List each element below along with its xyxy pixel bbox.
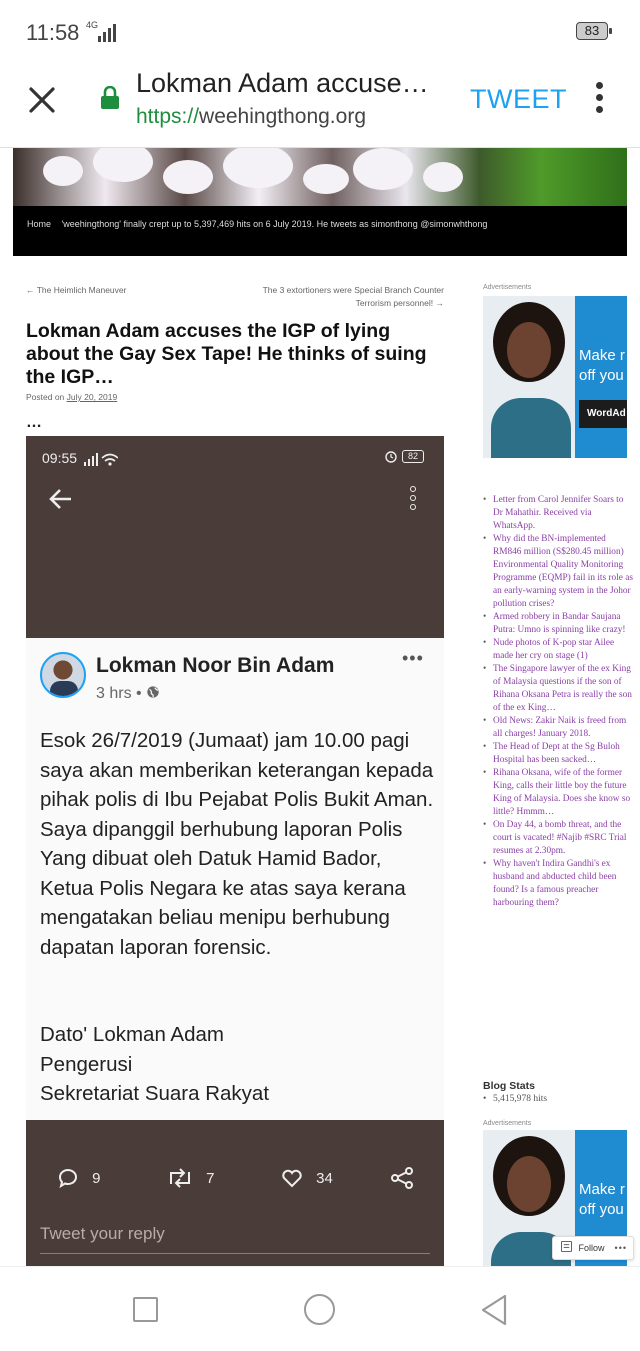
hits-ticker: 'weehingthong' finally crept up to 5,397,469 hits on 6 July 2019. He tweets as simonthong @simonwhthong: [61, 219, 488, 229]
ad-text: Make r off you: [579, 347, 625, 384]
post-date-link[interactable]: July 20, 2019: [66, 392, 118, 402]
posted-on: [26, 392, 117, 402]
home-icon[interactable]: [304, 1294, 335, 1325]
retweet-icon: [166, 1166, 194, 1190]
recents-icon[interactable]: [133, 1297, 158, 1322]
follow-label: Follow: [578, 1243, 605, 1253]
network-type: 4G: [86, 20, 99, 30]
tweet-more-icon: •••: [402, 648, 424, 668]
header-nav: [27, 212, 587, 236]
share-icon: [390, 1166, 414, 1190]
android-nav-bar: [0, 1266, 640, 1351]
embed-signal-wifi-icon: [84, 452, 118, 466]
reply-icon: [56, 1166, 80, 1190]
status-time: 11:58: [26, 20, 80, 45]
embed-reply-input: Tweet your reply: [40, 1224, 430, 1254]
list-item[interactable]: • Nude photos of K-pop star Ailee made her cry on stage (1): [483, 637, 633, 663]
list-item[interactable]: • Why did the BN-implemented RM846 million (S$280.45 million) Environmental Quality Monitoring Programme (EQMP) fail in its role as an early-warning system in the Johor pollution crises?: [483, 533, 633, 611]
embed-back-arrow-icon: [48, 486, 74, 512]
signal-icon: [98, 24, 118, 42]
like-count: 34: [316, 1169, 333, 1187]
list-item[interactable]: • Armed robbery in Bandar Saujana Putra: Umno is spinning like crazy!: [483, 611, 633, 637]
ad-brand: WordAd: [579, 400, 627, 428]
globe-icon: [146, 685, 160, 699]
posted-on-prefix: Posted on: [26, 392, 67, 402]
browser-toolbar: [0, 64, 640, 148]
follow-more-icon[interactable]: •••: [614, 1243, 627, 1253]
battery-icon: [576, 22, 608, 40]
recent-posts-list: [483, 494, 633, 910]
embed-battery-level: 82: [407, 451, 418, 461]
embed-status-time: 09:55: [42, 450, 78, 466]
url-host: weehingthong.org: [199, 105, 366, 128]
retweet-count: 7: [206, 1169, 215, 1187]
list-item[interactable]: • Old News: Zakir Naik is freed from all charges! January 2018.: [483, 715, 633, 741]
heart-icon: [280, 1166, 304, 1190]
site-header: [13, 148, 627, 256]
embed-alarm-icon: [384, 449, 398, 463]
share-action: [390, 1166, 414, 1192]
list-item[interactable]: • Rihana Oksana, wife of the former King, calls their little boy the future King of Malaysia. Does she know so little? Hmmm…: [483, 767, 633, 819]
tweet-author: Lokman Noor Bin Adam: [96, 654, 335, 677]
close-icon[interactable]: [24, 82, 60, 118]
battery-level: 83: [584, 23, 600, 38]
embed-more-icon: [408, 486, 418, 514]
advertisement[interactable]: [483, 296, 627, 458]
tweet-time: [96, 685, 160, 703]
url-scheme: https://: [136, 105, 200, 128]
blog-stats-title: Blog Stats: [483, 1080, 535, 1092]
list-item[interactable]: • Why haven't Indira Gandhi's ex husband and abducted child been found? Is a famous preacher harbouring them?: [483, 858, 633, 910]
list-item[interactable]: • The Head of Dept at the Sg Buloh Hospital has been sacked…: [483, 741, 633, 767]
tweet-button[interactable]: TWEET: [470, 84, 567, 114]
tweet-body: Esok 26/7/2019 (Jumaat) jam 10.00 pagi saya akan memberikan keterangan kepada pihak polis di Ibu Pejabat Polis Bukit Aman. Saya dipanggil berhubung laporan Polis Yang dibuat oleh Datuk Hamid Bador, Ketua Polis Negara ke atas saya kerana mengatakan beliau menipu berhubung dapatan laporan forensic.: [40, 729, 434, 959]
list-item[interactable]: • On Day 44, a bomb threat, and the court is vacated! #Najib #SRC Trial resumes at 2.30pm.: [483, 819, 633, 858]
reply-action: [56, 1166, 101, 1192]
back-icon[interactable]: [480, 1294, 508, 1326]
tweet-time-text: 3 hrs •: [96, 685, 142, 702]
header-banner-image: [13, 148, 627, 206]
wordpress-follow-icon: [561, 1241, 572, 1252]
retweet-action: [166, 1166, 215, 1192]
embedded-screenshot: [26, 436, 444, 1266]
embed-battery-icon: [402, 450, 424, 463]
reply-count: 9: [92, 1169, 101, 1187]
more-vert-icon[interactable]: [592, 82, 606, 118]
avatar: [40, 652, 86, 698]
follow-button[interactable]: [552, 1236, 634, 1260]
list-item[interactable]: • The Singapore lawyer of the ex King of Malaysia questions if the son of Rihana Oksana Petra is really the son of the ex King…: [483, 663, 633, 715]
ad-label-2: Advertisements: [483, 1120, 532, 1127]
lock-icon: [100, 86, 120, 110]
tweet-signature: Dato' Lokman Adam Pengerusi Sekretariat Suara Rakyat: [40, 1023, 270, 1105]
status-bar: [0, 0, 640, 64]
page-url[interactable]: [136, 105, 366, 129]
battery-tip: [609, 28, 612, 34]
ad-text-2: Make r off you: [579, 1181, 625, 1218]
embed-actions-bar: [26, 1120, 444, 1266]
embed-app-bar: [26, 436, 444, 638]
blog-stats-hits: • 5,415,978 hits: [483, 1094, 547, 1104]
like-action: [280, 1166, 333, 1192]
post-title: Lokman Adam accuses the IGP of lying about the Gay Sex Tape! He thinks of suing the IGP…: [26, 320, 427, 388]
tweet-card: [26, 638, 444, 1120]
ad-photo: [483, 296, 575, 458]
next-post-link[interactable]: The 3 extortioners were Special Branch Counter Terrorism personnel! →: [262, 285, 444, 308]
post-ellipsis: …: [26, 414, 42, 431]
ad-label: Advertisements: [483, 284, 532, 291]
page-title: Lokman Adam accuse…: [136, 68, 429, 98]
list-item[interactable]: • Letter from Carol Jennifer Soars to Dr Mahathir. Received via WhatsApp.: [483, 494, 633, 533]
nav-home-link[interactable]: Home: [27, 219, 52, 229]
previous-post-link[interactable]: ← The Heimlich Maneuver: [26, 285, 127, 295]
